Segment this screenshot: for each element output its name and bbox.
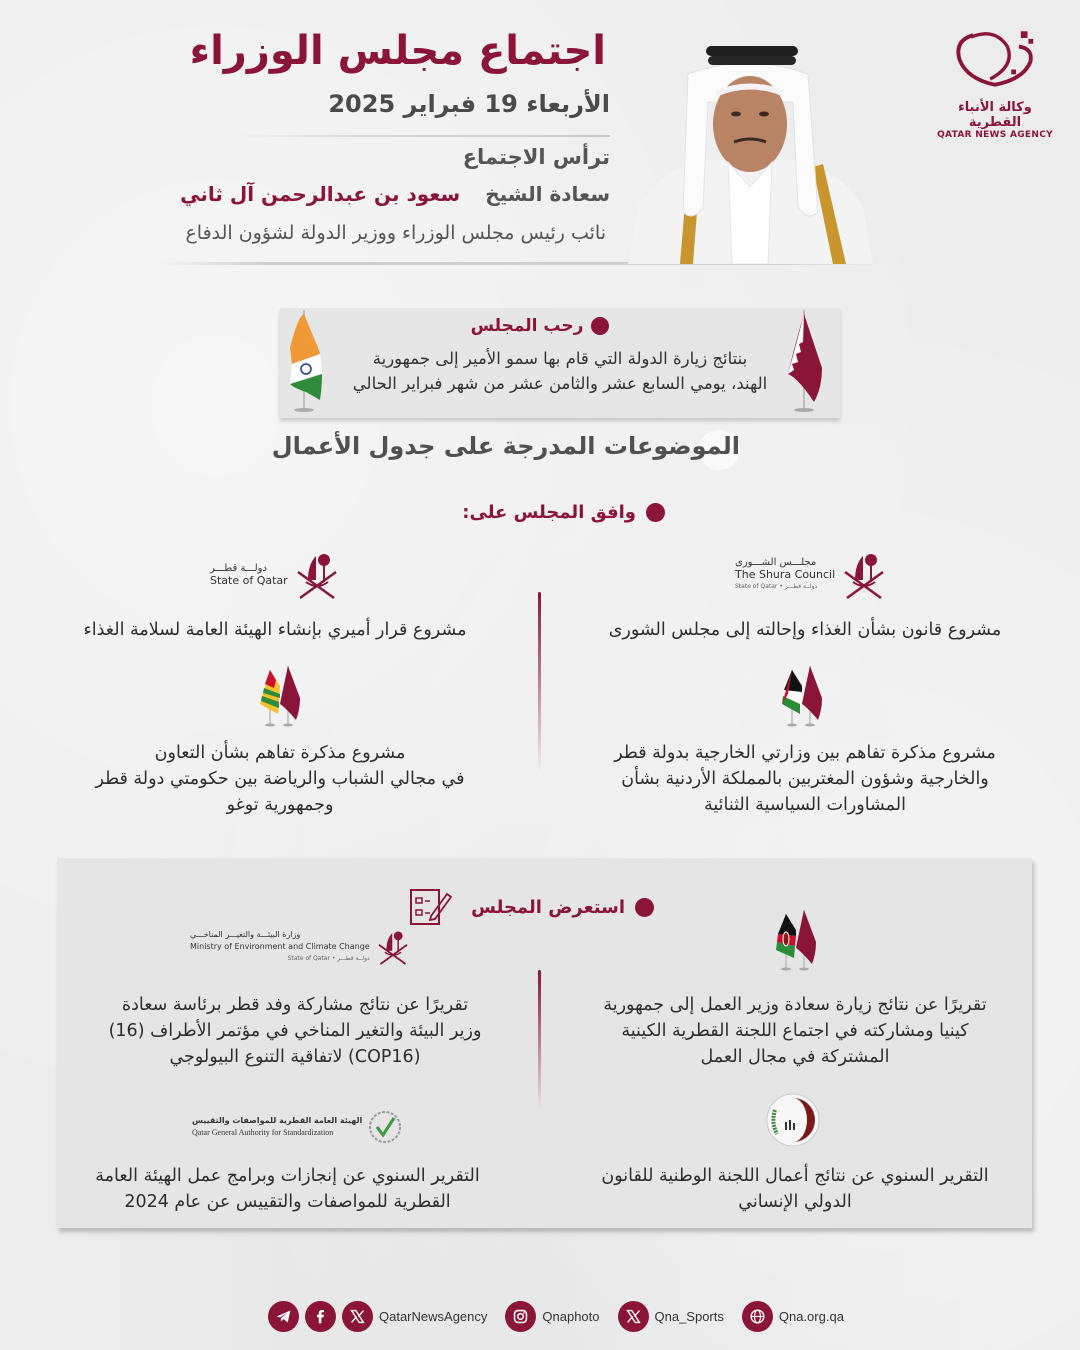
instagram-handle-link[interactable]: Qnaphoto bbox=[542, 1308, 600, 1324]
chair-line bbox=[10, 182, 610, 206]
text-line: والخارجية وشؤون المغتربين بالمملكة الأردنية بشأن bbox=[621, 769, 989, 789]
soq-logo-en: State of Qatar bbox=[210, 574, 288, 587]
reviewed-item-2-text bbox=[95, 992, 495, 1070]
page-title: اجتماع مجلس الوزراء bbox=[189, 28, 606, 74]
social-footer bbox=[268, 1300, 856, 1332]
honorific: سعادة الشيخ bbox=[485, 182, 610, 206]
facebook-icon[interactable] bbox=[305, 1301, 336, 1332]
welcome-line-2: الهند، يومي السابع عشر والثامن عشر من شهر فبراير الحالي bbox=[352, 374, 768, 393]
qgas-logo-en: Qatar General Authority for Standardization bbox=[192, 1128, 334, 1137]
logo-english: QATAR NEWS AGENCY bbox=[937, 130, 1053, 140]
qatar-emblem-icon bbox=[294, 550, 340, 600]
text-line: المشاورات السياسية الثنائية bbox=[704, 795, 906, 815]
approved-item-2-text: مشروع قرار أميري بإنشاء الهيئة العامة لسلامة الغذاء bbox=[83, 620, 467, 640]
approved-item-4-text bbox=[75, 740, 485, 818]
reviewed-item-3-text bbox=[590, 1163, 1000, 1215]
approved-heading bbox=[462, 502, 665, 523]
agenda-title: الموضوعات المدرجة على جدول الأعمال bbox=[271, 432, 740, 460]
state-of-qatar-logo bbox=[210, 550, 340, 600]
welcome-heading-label: رحب المجلس bbox=[470, 316, 584, 336]
column-divider bbox=[538, 970, 541, 1110]
chair-name: سعود بن عبدالرحمن آل ثاني bbox=[180, 182, 461, 206]
text-line: تقريرًا عن نتائج مشاركة وفد قطر برئاسة سعادة bbox=[121, 995, 469, 1015]
moecc-logo-sub: State of Qatar • دولــة قطـــر bbox=[287, 955, 370, 962]
qna-emblem-icon bbox=[952, 26, 1038, 92]
bullet-icon bbox=[635, 898, 654, 917]
logo-arabic: وكالة الأنباء القطرية bbox=[958, 100, 1032, 130]
chair-role: نائب رئيس مجلس الوزراء ووزير الدولة لشؤون الدفاع bbox=[185, 222, 606, 244]
bullet-icon bbox=[591, 317, 609, 335]
text-line: الدولي الإنساني bbox=[738, 1192, 852, 1212]
portrait-illustration bbox=[618, 32, 880, 264]
moecc-logo-en: Ministry of Environment and Climate Change bbox=[190, 942, 370, 951]
meeting-date: الأربعاء 19 فبراير 2025 bbox=[328, 90, 610, 118]
text-line: المشتركة في مجال العمل bbox=[700, 1047, 890, 1067]
checkmark-seal-icon bbox=[368, 1110, 402, 1144]
x-icon[interactable] bbox=[342, 1301, 373, 1332]
globe-icon[interactable] bbox=[742, 1301, 773, 1332]
reviewed-item-1-text bbox=[595, 992, 995, 1070]
website-link[interactable]: Qna.org.qa bbox=[778, 1308, 844, 1324]
shura-logo-ar: مجلـــس الشـــورى bbox=[735, 557, 817, 568]
chaired-label: ترأس الاجتماع bbox=[462, 145, 610, 169]
jordan-qatar-flags-icon bbox=[778, 664, 826, 728]
bullet-icon bbox=[646, 503, 665, 522]
reviewed-heading-label: استعرض المجلس bbox=[471, 896, 625, 918]
text-line: مشروع مذكرة تفاهم بين وزارتي الخارجية بدولة قطر bbox=[614, 743, 996, 763]
welcome-heading bbox=[280, 316, 840, 336]
x-icon[interactable] bbox=[618, 1301, 649, 1332]
instagram-icon[interactable] bbox=[505, 1301, 536, 1332]
checklist-icon bbox=[409, 888, 453, 926]
qna-logo bbox=[930, 26, 1060, 140]
telegram-icon[interactable] bbox=[268, 1301, 299, 1332]
column-divider bbox=[538, 592, 541, 772]
reviewed-heading bbox=[409, 888, 654, 926]
qatar-emblem-icon bbox=[841, 550, 887, 600]
ihl-committee-emblem-icon bbox=[765, 1092, 821, 1148]
kenya-qatar-flags-icon bbox=[772, 908, 820, 972]
reviewed-item-4-text bbox=[85, 1163, 490, 1215]
qatar-emblem-icon bbox=[376, 928, 410, 966]
approved-heading-label: وافق المجلس على: bbox=[462, 502, 636, 523]
chair-portrait bbox=[618, 32, 880, 264]
welcome-text bbox=[330, 346, 790, 396]
text-line: كينيا ومشاركته في اجتماع اللجنة القطرية الكينية bbox=[621, 1021, 969, 1041]
shura-logo-sub: State of Qatar • دولــة قطـــر bbox=[735, 583, 818, 590]
text-line: في مجالي الشباب والرياضة بين حكومتي دولة قطر bbox=[95, 769, 465, 789]
soq-logo-ar: دولـــة قطـــر bbox=[210, 563, 267, 574]
sports-handle-link[interactable]: Qna_Sports bbox=[654, 1308, 724, 1324]
approved-item-3-text bbox=[595, 740, 1015, 818]
text-line: التقرير السنوي عن نتائج أعمال اللجنة الوطنية للقانون bbox=[601, 1166, 989, 1186]
text-line: تقريرًا عن نتائج زيارة سعادة وزير العمل إلى جمهورية bbox=[603, 995, 987, 1015]
togo-qatar-flags-icon bbox=[256, 664, 304, 728]
text-line: (COP16) لاتفاقية التنوع البيولوجي bbox=[169, 1047, 421, 1067]
approved-item-1-text: مشروع قانون بشأن الغذاء وإحالته إلى مجلس الشورى bbox=[608, 620, 1002, 640]
qna-handle-link[interactable]: QatarNewsAgency bbox=[379, 1308, 488, 1324]
qgas-logo-ar: الهيئة العامة القطرية للمواصفات والتقييس bbox=[192, 1116, 363, 1125]
ministry-environment-logo bbox=[190, 928, 410, 966]
text-line: القطرية للمواصفات والتقييس عن عام 2024 bbox=[124, 1192, 451, 1212]
shura-council-logo bbox=[735, 550, 887, 600]
standardization-authority-logo bbox=[192, 1110, 402, 1144]
text-line: وزير البيئة والتغير المناخي في مؤتمر الأطراف (16) bbox=[108, 1021, 482, 1041]
text-line: مشروع مذكرة تفاهم بشأن التعاون bbox=[154, 743, 406, 763]
header-divider bbox=[235, 135, 610, 137]
shura-logo-en: The Shura Council bbox=[735, 568, 836, 581]
text-line: التقرير السنوي عن إنجازات وبرامج عمل الهيئة العامة bbox=[95, 1166, 480, 1186]
text-line: وجمهورية توغو bbox=[226, 795, 334, 815]
welcome-line-1: بنتائج زيارة الدولة التي قام بها سمو الأمير إلى جمهورية bbox=[372, 349, 748, 368]
moecc-logo-ar: وزارة البيئـــة والتغيـــر المناخـــي bbox=[190, 930, 301, 939]
